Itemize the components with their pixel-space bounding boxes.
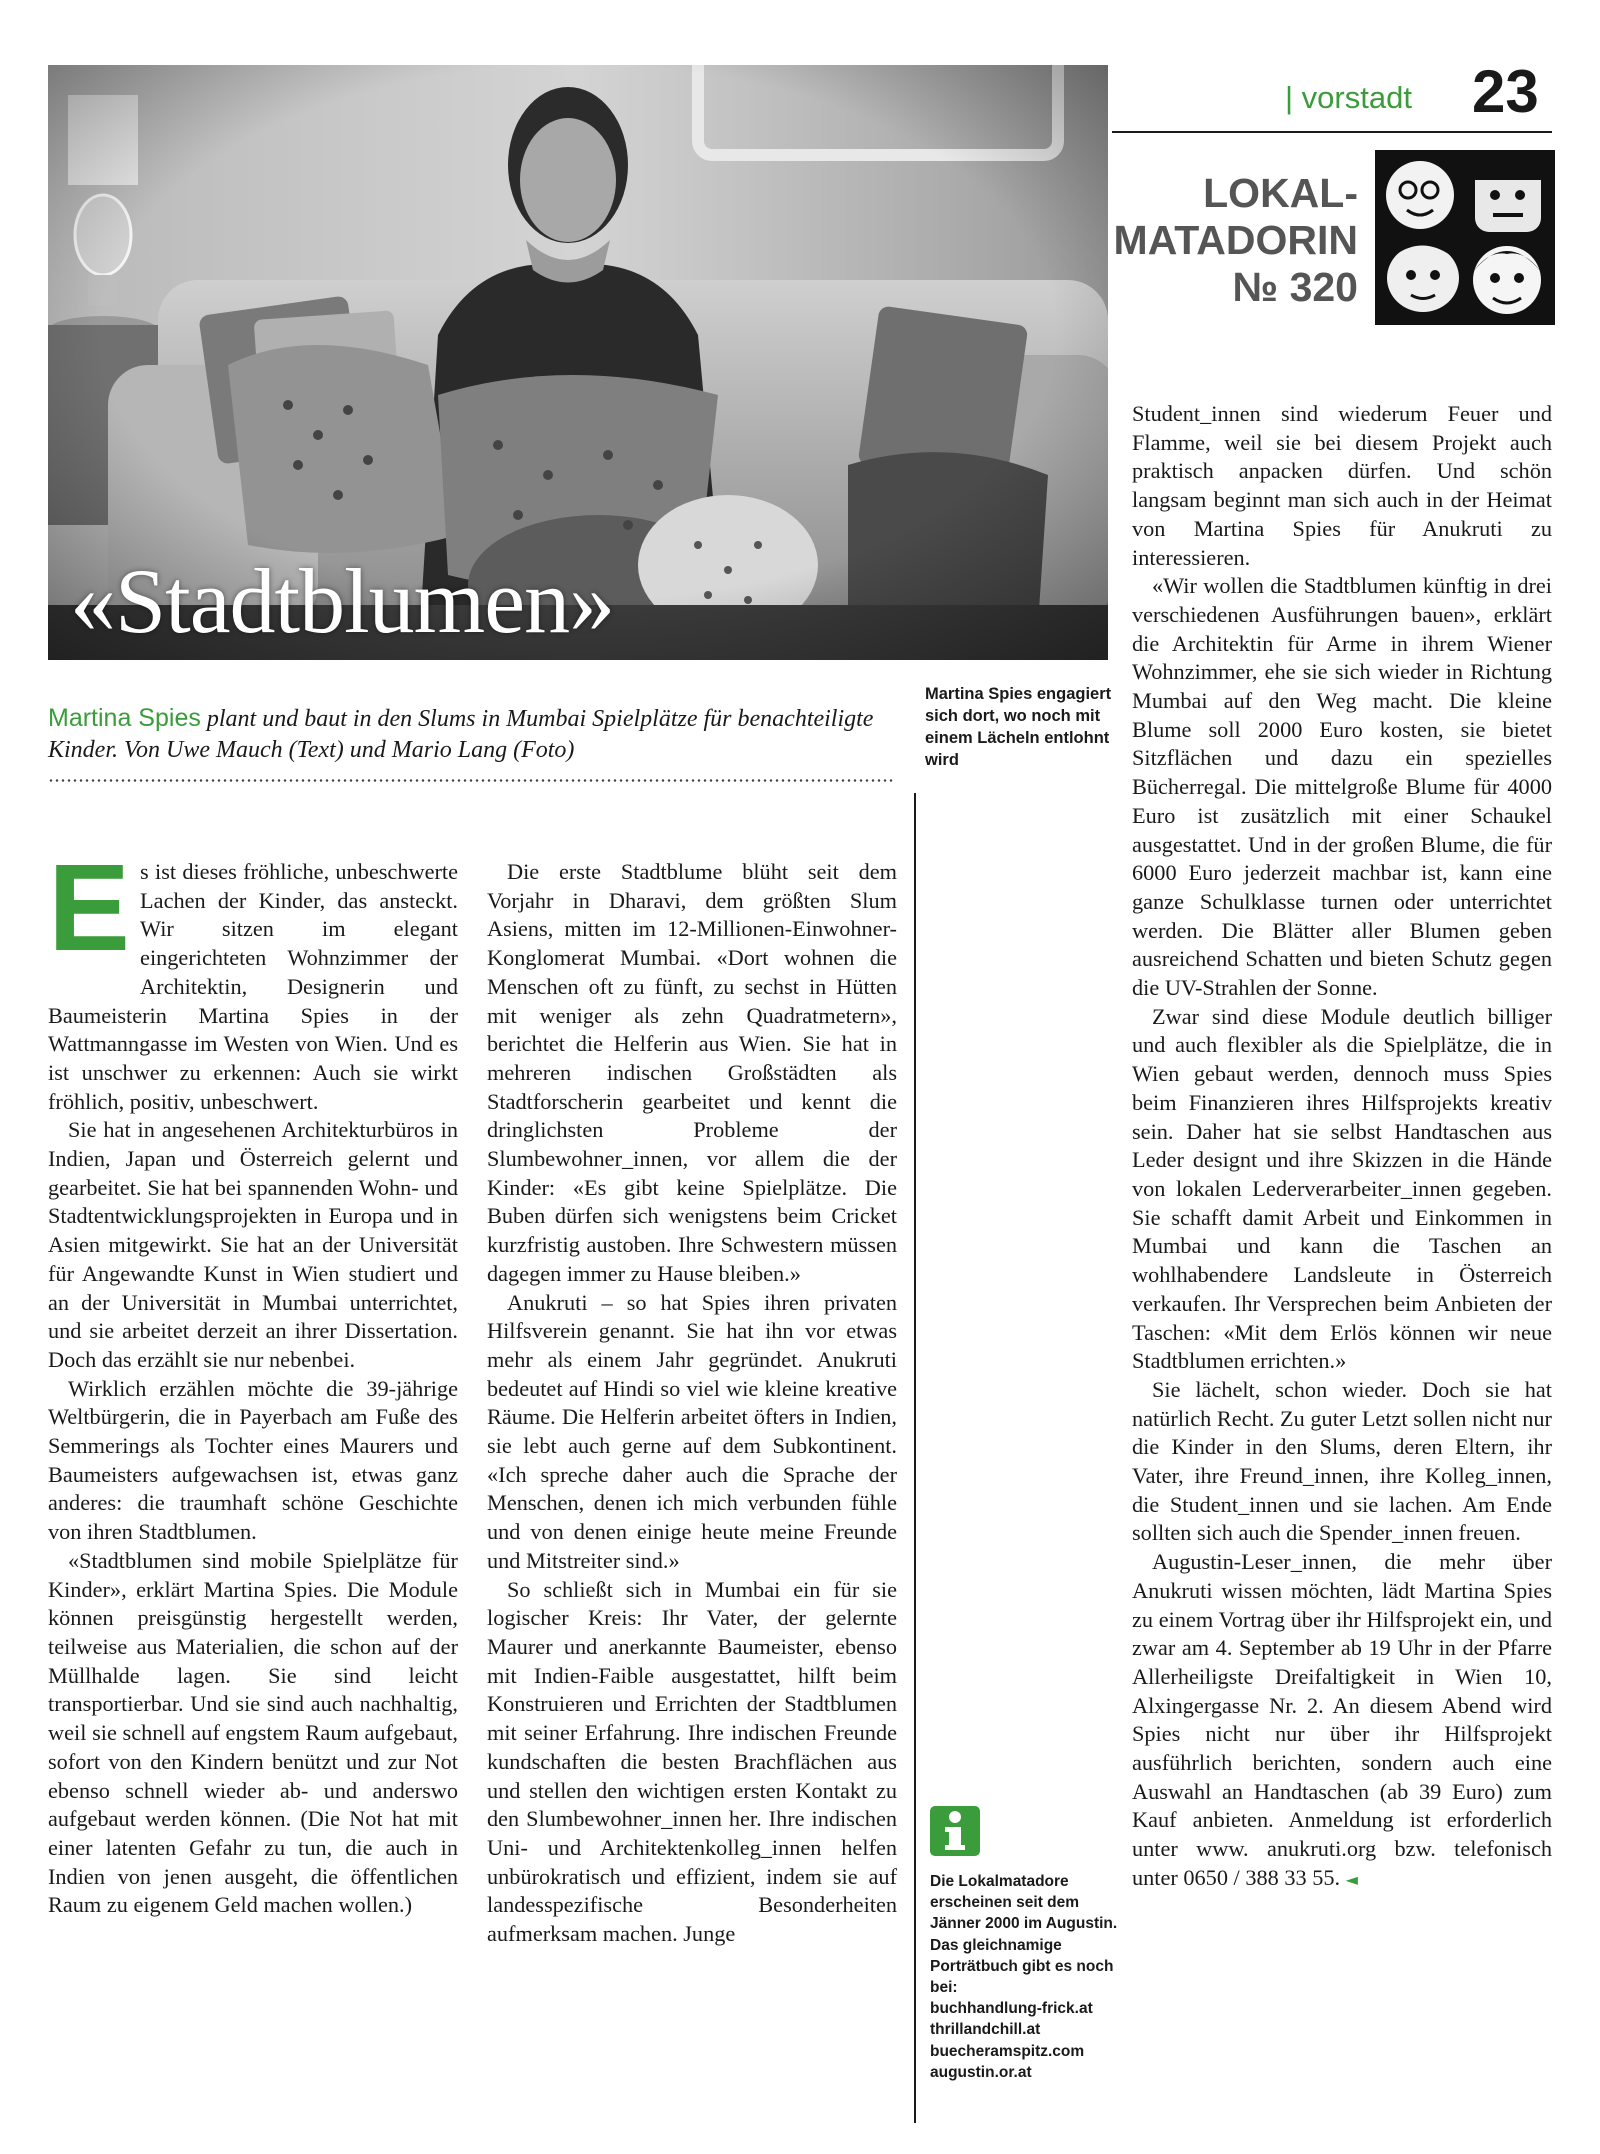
article-column-2: [487, 858, 897, 1949]
badge-line-3: № 320: [1232, 264, 1358, 310]
paragraph: Sie hat in angesehenen Architekturbüros in Indien, Japan und Österreich gelernt und gearbeitet. Sie hat bei spannenden Wohn- und Stadtentwicklungsprojekten in Europa und in Asien mitgewirkt. Sie hat an der Universität für Angewandte Kunst in Wien studiert und an der Universität in Mumbai unterrichtet, und sie arbeitet derzeit an ihrer Dissertation. Doch das erzählt sie nur nebenbei.: [48, 1117, 458, 1372]
paragraph-text: Augustin-Leser_innen, die mehr über Anukruti wissen möchten, lädt Martina Spies zu einem Vortrag über ihr Hilfsprojekt ein, und zwar am 4. September ab 19 Uhr in der Pfarre Allerheiligste Dreifaltigkeit in Wien 10, Alxingergasse Nr. 2. An diesem Abend wird Spies nicht nur über ihr Hilfsprojekt ausführlich berichten, sondern auch eine Auswahl an Handtaschen (ab 39 Euro) zum Kauf anbieten. Anmeldung ist erforderlich unter www. anukruti.org bzw. telefonisch unter 0650 / 388 33 55.: [1132, 1549, 1552, 1890]
info-line: Die Lokalmatadore: [930, 1873, 1069, 1890]
section-label: | vorstadt: [1285, 80, 1412, 115]
paragraph: Sie lächelt, schon wieder. Doch sie hat natürlich Recht. Zu guter Letzt sollen nicht nur die Kinder in den Slums, deren Eltern, ihr Vater, ihre Freund_innen, ihre Kolleg_innen, die Student_innen und sie lachen. Am Ende sollten sich auch die Spender_innen freuen.: [1132, 1376, 1552, 1546]
paragraph: Anukruti – so hat Spies ihren privaten Hilfsverein genannt. Sie hat ihn vor etwas mehr als einem Jahr gegründet. Anukruti bedeutet auf Hindi so viel wie kleine kreative Räume. Die Helferin arbeitet öfters in Indien, sie lebt auch gerne auf dem Subkontinent. «Ich spreche daher auch die Sprache der Menschen, denen ich mich verbunden fühle und von denen einige heute meine Freunde und Mitstreiter sind.»: [487, 1289, 897, 1573]
badge-line-1: LOKAL-: [1203, 170, 1358, 216]
info-link[interactable]: thrillandchill.at: [930, 2021, 1041, 2039]
intro-text: plant und baut in den Slums in Mumbai Spielplätze für benachteiligte Kinder. Von Uwe Mauch (Text) und Mario Lang (Foto): [48, 706, 874, 763]
end-marker-icon: ◄: [1345, 1869, 1358, 1889]
page-number: 23: [1472, 58, 1539, 125]
info-line: Das gleichnamige Porträtbuch gibt es noch bei:: [930, 1936, 1114, 1997]
paragraph: «Wir wollen die Stadtblumen künftig in drei verschiedenen Ausführungen bauen», erklärt die Architektin für Arme in ihrem Wiener Wohnzimmer, ehe sie sich wieder in Richtung Mumbai auf den Weg macht. Die kleine Blume soll 2000 Euro kosten, sie bietet Sitzflächen und dazu ein spezielles Bücherregal. Die mittelgroße Blume für 4000 Euro ist zusätzlich mit einer Schaukel ausgestattet. Und in der großen Blume, die für 6000 Euro jederzeit machbar ist, kann eine ganze Schulklasse turnen oder unterrichtet werden. Die Blätter aller Blumen geben ausreichend Schatten und bieten Schutz gegen die UV-Strahlen der Sonne.: [1132, 573, 1552, 1001]
series-badge: [1112, 170, 1358, 311]
paragraph: So schließt sich in Mumbai ein für sie logischer Kreis: Ihr Vater, der gelernte Maurer und anerkannte Baumeister, ebenso mit Indien-Faible ausgestattet, hilft beim Konstruieren und Errichten der Stadtblumen mit seiner Erfahrung. Ihre indischen Freunde kundschaften die besten Brachflächen aus und stellen den wichtigen ersten Kontakt zu den Slumbewohner_innen her. Ihre indischen Uni- und Architektenkolleg_innen helfen unbürokratisch und effizient, indem sie auf landesspezifische Besonderheiten aufmerksam machen. Junge: [487, 1576, 897, 1947]
info-icon: [930, 1806, 980, 1856]
info-note: [930, 1871, 1120, 2083]
column-divider: [914, 793, 916, 2123]
info-link[interactable]: buchhandlung-frick.at: [930, 2000, 1093, 2018]
info-line: erscheinen seit dem Jänner 2000 im Augustin.: [930, 1894, 1118, 1933]
article-column-3: [1132, 400, 1552, 1895]
paragraph: Die erste Stadtblume blüht seit dem Vorjahr in Dharavi, dem größten Slum Asiens, mitten im 12-Millionen-Einwohner-Konglomerat Mumbai. «Dort wohnen die Menschen oft zu fünft, zu sechst in Hütten mit weniger als zehn Quadratmetern», berichtet die Helferin aus Wien. Sie hat in mehreren indischen Großstädten als Stadtforscherin gearbeitet und kennt die dringlichsten Probleme der Slumbewohner_innen, vor allem die der Kinder: «Es gibt keine Spielplätze. Die Buben dürfen sich wenigstens beim Cricket kurzfristig austoben. Ihre Schwestern müssen dagegen immer zu Hause bleiben.»: [487, 859, 897, 1286]
paragraph: Wirklich erzählen möchte die 39-jährige Weltbürgerin, die in Payerbach am Fuße des Semmerings als Tochter eines Maurers und Baumeisters aufgewachsen ist, etwas ganz anderes: die traumhaft schöne Geschichte von ihren Stadtblumen.: [48, 1375, 458, 1545]
badge-line-2: MATADORIN: [1113, 217, 1358, 263]
info-link[interactable]: buecheramspitz.com: [930, 2042, 1085, 2060]
photo-caption: Martina Spies engagiert sich dort, wo noch mit einem Lächeln entlohnt wird: [925, 685, 1112, 769]
drop-cap: E: [48, 840, 131, 977]
article-intro: [48, 703, 900, 766]
paragraph: Zwar sind diese Module deutlich billiger und auch flexibler als die Spielplätze, die in Wien gebaut werden, dennoch muss Spies beim Finanzieren ihres Hilfsprojekts kreativ sein. Daher hat sie selbst Handtaschen aus Leder designt und ihre Skizzen in die Hände von lokalen Lederverarbeiter_innen gegeben. Sie schafft damit Arbeit und Einkommen in Mumbai und kann die Taschen an wohlhabendere Landsleute in Österreich verkaufen. Ihr Versprechen beim Anbieten der Taschen: «Mit dem Erlös können wir neue Stadtblumen errichten.»: [1132, 1003, 1552, 1374]
paragraph: «Stadtblumen sind mobile Spielplätze für Kinder», erklärt Martina Spies. Die Module können preisgünstig hergestellt werden, teilweise aus Materialien, die schon auf der Müllhalde lagen. Sie sind leicht transportierbar. Und sie sind auch nachhaltig, weil sie schnell auf engstem Raum aufgebaut, sofort von den Kindern benützt und zur Not ebenso schnell wieder ab- und anderswo aufgebaut werden können. (Die Not hat mit einer latenten Gefahr zu tun, die auch in Indien von jenen ausgeht, die öffentlichen Raum zu eigenem Geld machen wollen.): [48, 1547, 458, 1918]
dotted-divider: [48, 779, 894, 782]
intro-name: Martina Spies: [48, 704, 201, 732]
article-column-1: [48, 840, 458, 1920]
headline: «Stadtblumen»: [70, 550, 615, 652]
header-rule: [1112, 131, 1552, 133]
paragraph: [1132, 1548, 1552, 1894]
paragraph: Student_innen sind wiederum Feuer und Flamme, weil sie bei diesem Projekt auch praktisch anpacken dürfen. Und schön langsam beginnt man sich auch in der Heimat von Martina Spies für Anukruti zu interessieren.: [1132, 401, 1552, 570]
four-faces-woodcut-icon: [1375, 150, 1555, 325]
info-link[interactable]: augustin.or.at: [930, 2063, 1032, 2081]
paragraph: s ist dieses fröhliche, unbeschwerte Lachen der Kinder, das ansteckt. Wir sitzen im elegant eingerichteten Wohnzimmer der Architektin, Designerin und Baumeisterin Martina Spies in der Wattmanngasse im Westen von Wien. Und es ist unschwer zu erkennen: Auch sie wirkt fröhlich, positiv, unbeschwert.: [48, 859, 458, 1114]
